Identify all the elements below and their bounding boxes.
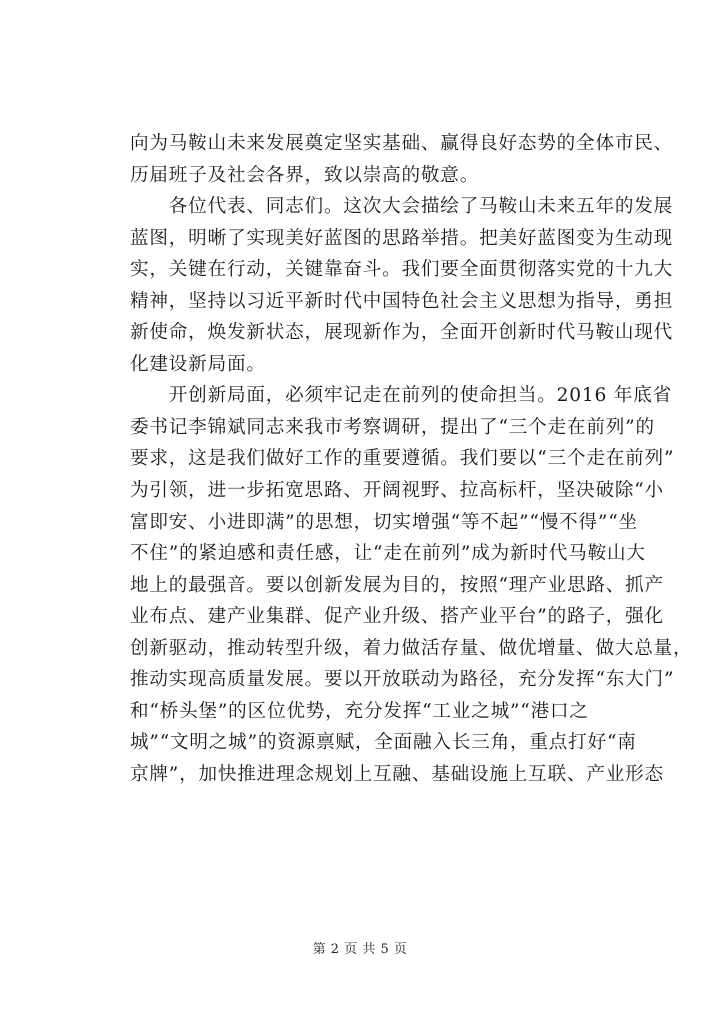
text-line: 精神，坚持以习近平新时代中国特色社会主义思想为指导，勇担 (130, 290, 674, 312)
text-line: 城”“文明之城”的资源禀赋，全面融入长三角，重点打好“南 (130, 732, 637, 754)
text-line: 化建设新局面。 (130, 353, 266, 375)
text-line: 推动实现高质量发展。要以开放联动为路径，充分发挥“东大门” (130, 669, 675, 691)
text-line: 各位代表、同志们。这次大会描绘了马鞍山未来五年的发展 (130, 196, 674, 218)
text-line: 业布点、建产业集群、促产业升级、搭产业平台”的路子，强化 (130, 606, 664, 628)
text-line: 为引领，进一步拓宽思路、开阔视野、拉高标杆，坚决破除“小 (130, 480, 664, 502)
text-line: 不住”的紧迫感和责任感，让“走在前列”成为新时代马鞍山大 (130, 543, 646, 565)
text-line: 京牌”，加快推进理念规划上互融、基础设施上互联、产业形态 (130, 763, 664, 785)
text-line: 实，关键在行动，关键靠奋斗。我们要全面贯彻落实党的十九大 (130, 259, 674, 281)
text-line: 新使命，焕发新状态，展现新作为，全面开创新时代马鞍山现代 (130, 322, 674, 344)
text-line: 委书记李锦斌同志来我市考察调研，提出了“三个走在前列”的 (130, 416, 655, 438)
text-line: 地上的最强音。要以创新发展为目的，按照“理产业思路、抓产 (130, 574, 664, 596)
text-line: 和“桥头堡”的区位优势，充分发挥“工业之城”“港口之 (130, 700, 589, 722)
page-number-footer: 第 2 页 共 5 页 (312, 942, 408, 957)
text-line: 要求，这是我们做好工作的重要遵循。我们要以“三个走在前列” (130, 448, 675, 470)
text-line: 开创新局面，必须牢记走在前列的使命担当。2016 年底省 (130, 385, 673, 407)
text-line: 向为马鞍山未来发展奠定坚实基础、赢得良好态势的全体市民、 (130, 133, 674, 154)
text-line: 历届班子及社会各界，致以崇高的敬意。 (130, 164, 480, 186)
text-line: 富即安、小进即满”的思想，切实增强“等不起”“慢不得”“坐 (130, 511, 638, 533)
text-line: 蓝图，明晰了实现美好蓝图的思路举措。把美好蓝图变为生动现 (130, 227, 674, 249)
body-text (130, 128, 693, 790)
text-line: 创新驱动，推动转型升级，着力做活存量、做优增量、做大总量， (130, 637, 693, 659)
